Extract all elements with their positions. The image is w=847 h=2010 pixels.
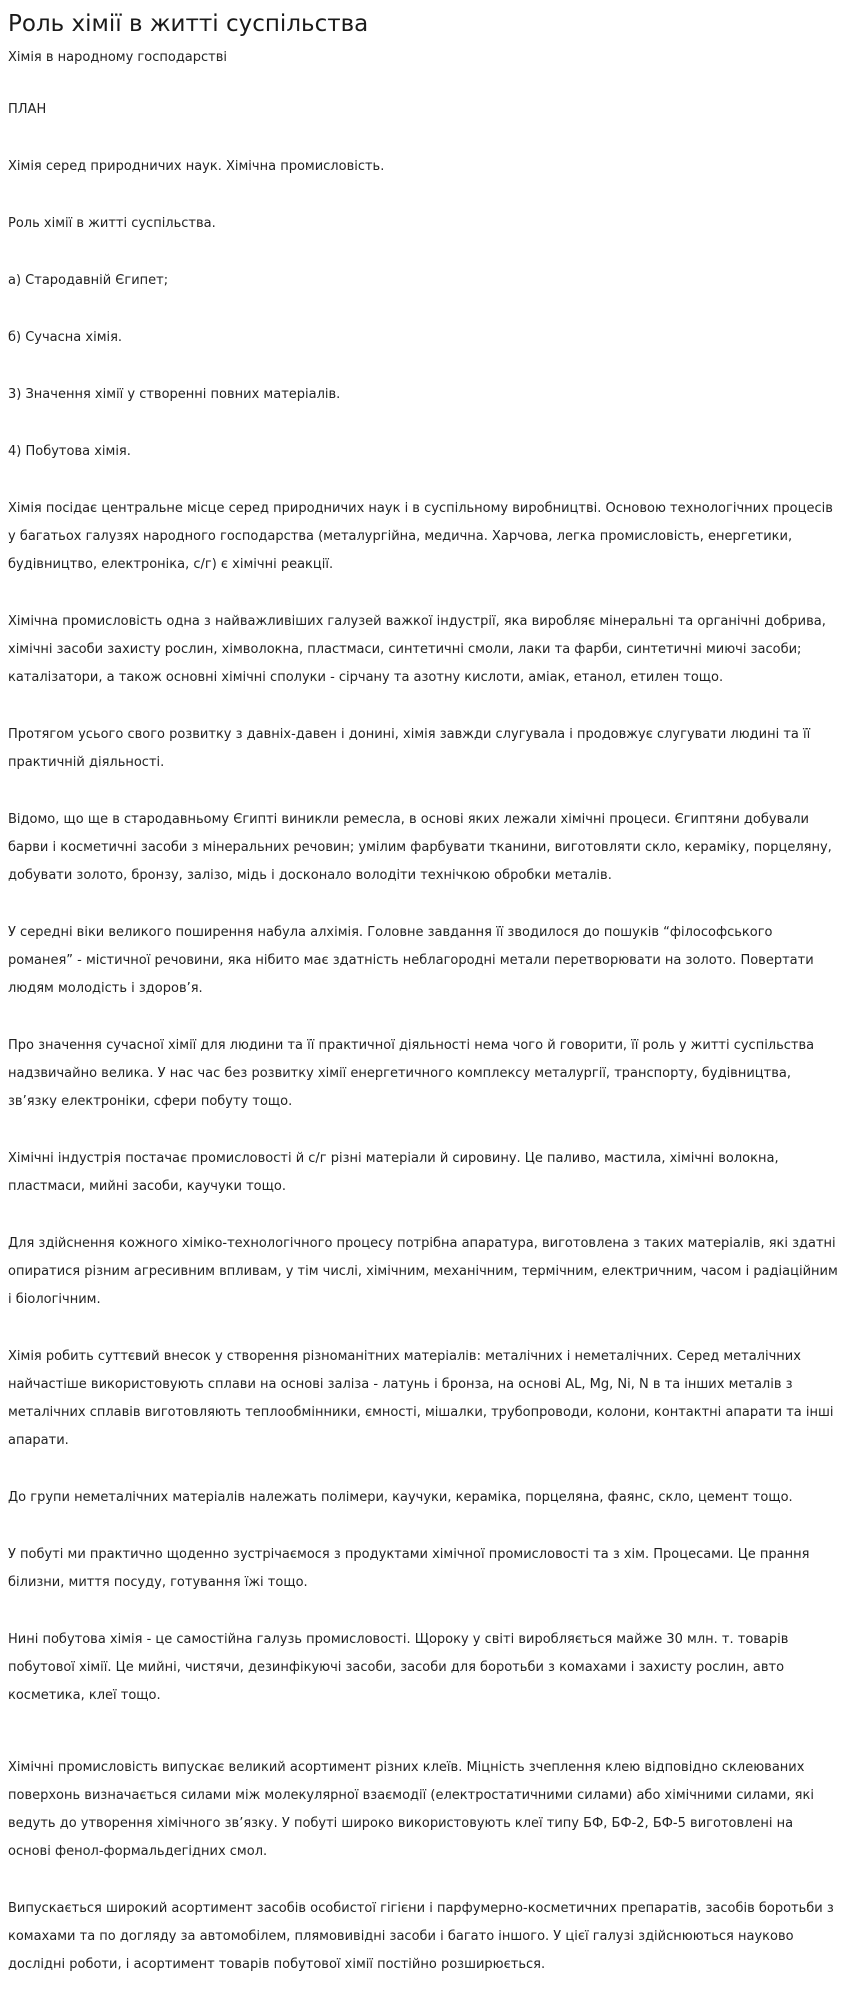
- paragraph: У побуті ми практично щоденно зустрічаємося з продуктами хімічної промисловості та з хім. Процесами. Це прання білизни, миття посуду, готування їжі тощо.: [8, 1547, 810, 1590]
- plan-item: а) Стародавній Єгипет;: [8, 273, 169, 288]
- article: [8, 0, 838, 1979]
- paragraph: Хімічна промисловість одна з найважливіших галузей важкої індустрії, яка виробляє мінеральні та органічні добрива, хімічні засоби захисту рослин, хімволокна, пластмаси, синтетичні смоли, лаки та фарби, синтетичні миючі засоби; каталізатори, а також основні хімічні сполуки - сірчану та азотну кислоти, аміак, етанол, етилен тощо.: [8, 614, 826, 685]
- paragraph: Для здійснення кожного хіміко-технологічного процесу потрібна апаратура, виготовлена з таких матеріалів, які здатні опиратися різним агресивним впливам, у тім числі, хімічним, механічним, термічним, електричним, часом і радіаційним і біологічним.: [8, 1236, 838, 1307]
- plan-item: Роль хімії в житті суспільства.: [8, 216, 216, 231]
- plan-item: Хімія серед природничих наук. Хімічна промисловість.: [8, 159, 385, 174]
- plan-heading: ПЛАН: [8, 102, 47, 117]
- paragraph: Хімія робить суттєвий внесок у створення різноманітних матеріалів: металічних і неметалічних. Серед металічних найчастіше використовують сплави на основі заліза - латунь і бронза, на основі AL, Mg, Ni, N в та інших металів з металічних сплавів виготовляють теплообмінники, ємності, мішалки, трубопроводи, колони, контактні апарати та інші апарати.: [8, 1349, 834, 1448]
- plan-item: 3) Значення хімії у створенні повних матеріалів.: [8, 387, 341, 402]
- paragraph: До групи неметалічних матеріалів належать полімери, каучуки, кераміка, порцеляна, фаянс, скло, цемент тощо.: [8, 1490, 793, 1505]
- paragraph: Нині побутова хімія - це самостійна галузь промисловості. Щороку у світі виробляється майже 30 млн. т. товарів побутової хімії. Це мийні, чистячи, дезинфікуючі засоби, засоби для боротьби з комахами і захисту рослин, авто косметика, клеї тощо.: [8, 1632, 789, 1703]
- paragraph: У середні віки великого поширення набула алхімія. Головне завдання її зводилося до пошуків “філософського романея” - містичної речовини, яка нібито має здатність неблагородні метали перетворювати на золото. Повертати людям молодість і здоров’я.: [8, 925, 814, 996]
- plan-item: 4) Побутова хімія.: [8, 444, 131, 459]
- paragraph: Хімічні промисловість випускає великий асортимент різних клеїв. Міцність зчеплення клею відповідно склеюваних поверхонь визначається силами між молекулярної взаємодії (електростатичними силами) або хімічними силами, які ведуть до утворення хімічного зв’язку. У побуті широко використовують клеї типу БФ, БФ-2, БФ-5 виготовлені на основі фенол-формальдегідних смол.: [8, 1760, 814, 1859]
- paragraph: Хімічні індустрія постачає промисловості й с/г різні матеріали й сировину. Це паливо, мастила, хімічні волокна, пластмаси, мийні засоби, каучуки тощо.: [8, 1151, 779, 1194]
- article-subtitle: Хімія в народному господарстві: [8, 50, 228, 65]
- page-title: Роль хімії в житті суспільства: [8, 11, 369, 37]
- paragraph: Протягом усього свого розвитку з давніх-давен і донині, хімія завжди слугувала і продовжує слугувати людині та її практичній діяльності.: [8, 727, 811, 770]
- paragraph: Випускається широкий асортимент засобів особистої гігієни і парфумерно-косметичних препаратів, засобів боротьби з комахами та по догляду за автомобілем, плямовивідні засоби і багато іншого. У цієї галузі здійснюються науково дослідні роботи, і асортимент товарів побутової хімії постійно розширюється.: [8, 1901, 834, 1972]
- paragraph: Хімія посідає центральне місце серед природничих наук і в суспільному виробництві. Основою технологічних процесів у багатьох галузях народного господарства (металургійна, медична. Харчова, легка промисловість, енергетики, будівництво, електроніка, с/г) є хімічні реакції.: [8, 501, 833, 572]
- paragraph: Відомо, що ще в стародавньому Єгипті виникли ремесла, в основі яких лежали хімічні процеси. Єгиптяни добували барви і косметичні засоби з мінеральних речовин; умілим фарбувати тканини, виготовляти скло, кераміку, порцеляну, добувати золото, бронзу, залізо, мідь і досконало володіти технічкою обробки металів.: [8, 812, 832, 883]
- plan-item: б) Сучасна хімія.: [8, 330, 123, 345]
- paragraph: Про значення сучасної хімії для людини та її практичної діяльності нема чого й говорити, її роль у житті суспільства надзвичайно велика. У нас час без розвитку хімії енергетичного комплексу металургії, транспорту, будівництва, зв’язку електроніки, сфери побуту тощо.: [8, 1038, 815, 1109]
